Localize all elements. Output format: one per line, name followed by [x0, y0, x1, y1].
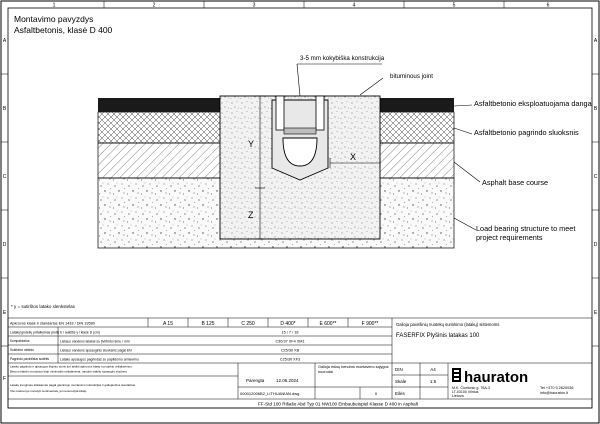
dim-y-label: Y	[248, 139, 255, 149]
issued-label: Parengta	[246, 378, 265, 383]
label-load-bearing-box	[476, 224, 592, 252]
col-label-2: 2	[152, 2, 156, 9]
product-caption: Galioja paviršinių nuotekų surinkimo (latakų) sistemoms	[396, 322, 500, 327]
label-base-layer: Asfaltbetonio pagrindo sluoksnis	[474, 128, 579, 137]
row-label-b: B	[2, 106, 7, 112]
label-asphalt-base: Asphalt base course	[482, 178, 549, 187]
slot-right-wall	[316, 96, 324, 130]
side-note-0: Kompaktorius	[10, 339, 30, 343]
slot-left-wall	[276, 96, 284, 130]
row-3-value: C25/30 XF3	[279, 357, 301, 362]
wearing-course-right	[380, 98, 454, 112]
row-label-a-right: A	[593, 38, 598, 44]
side-note-1: Sukibimo mišinio	[10, 348, 34, 352]
drawing-subtitle: Asfaltbetonis, klasė D 400	[14, 25, 113, 35]
note-3: Visi matmenys nurodyti centimetrais, jei nenurodyta kitaip.	[10, 389, 88, 393]
side-note-2: Pagrindo paviršiaus sudėtis	[10, 357, 49, 361]
meta-0-label: DIN	[395, 367, 403, 372]
table-head-label: Apkrovos klasė ir standartas EN 1433 / DIN 19580	[10, 321, 95, 326]
label-wear-layer: Asfaltbetonio eksploatuojama danga	[474, 99, 592, 108]
row-label-f: F	[2, 376, 7, 382]
row-3-label: Latako apsaugos pagrindas su papildomu armavimu	[60, 357, 139, 362]
address-2: LT-03100 Vilnius	[452, 390, 479, 394]
hauraton-logo	[452, 368, 461, 382]
note-1: Betono klasės nurodytos kaip minimalūs reikalavimai; naudoti stabilų apsauginį sluoksnį.	[10, 369, 128, 374]
drawing-number: 000012006B2_LITHUANIAN.dwg	[240, 391, 300, 396]
drawing-title: Montavimo pavyzdys	[14, 14, 94, 24]
address-3: Lietuva	[452, 394, 464, 398]
class-a15: A 15	[162, 320, 174, 327]
row-2-value: C25/30 XB	[280, 348, 300, 353]
row-label-e-right: E	[593, 310, 598, 316]
validity-box	[318, 365, 390, 385]
col-label-5: 5	[452, 2, 456, 9]
issued-date: 12.06.2024	[276, 378, 299, 383]
phone: Tel +370 5 2620036	[540, 386, 574, 390]
meta-0-value: A4	[430, 367, 436, 372]
email: info@hauraton.lt	[540, 391, 568, 395]
note-0: Latako pagrindo ir apsaugos klojinio storis turi atitikti apkrovos klasę ir projekto reikalavimus.	[10, 364, 133, 369]
label-bituminous-joint: bituminous joint	[390, 73, 433, 80]
meta-1-label: Skalė	[395, 379, 407, 384]
meta-1-value: 1:5	[429, 379, 437, 384]
label-wear-layer-box	[474, 99, 592, 127]
col-label-4: 4	[352, 2, 356, 9]
footer-caption: FF-Std 100 Rišašo Abd Typ 01 NW100 Einbaubeispiel Klasse D 400 in Asphalt	[258, 401, 419, 407]
validity-note: Galioja mūsų bendros montavimo sąlygos nuorodai	[318, 365, 389, 374]
row-0-value: 15 / 7 / 18	[281, 330, 299, 335]
row-label-c-right: C	[593, 174, 598, 180]
footnote: * y = sutirštos latako slenkstelas	[11, 304, 75, 309]
label-load-bearing: Load bearing structure to meet project requirements	[476, 224, 576, 242]
slot-grate	[284, 128, 316, 134]
row-label-b-right: B	[593, 106, 598, 112]
class-f900: F 900**	[361, 320, 379, 327]
revision: 0	[374, 391, 378, 396]
dim-x-label: X	[350, 152, 357, 162]
address-1: M.K. Čiurlionio g. 76A-3	[452, 386, 490, 390]
row-0-label: Latakų/grotelių pritaikymas plotis b / aukštis y / klasė D (cm)	[10, 330, 100, 335]
title-block-text	[10, 321, 573, 407]
brand-name: hauraton	[464, 369, 529, 386]
dim-z-label: Z	[248, 210, 254, 220]
note-2: Latakų įrengimas atliekamas pagal gamintojo montavimo instrukcijas ir galiojančius standartus.	[10, 383, 136, 387]
row-1-label: Lietaus vandens latakai su įtvirtintu rėmu / mm	[60, 339, 130, 344]
cross-section	[98, 64, 480, 248]
class-c250: C 250	[241, 320, 255, 327]
row-2-label: Lietaus vandens apsauginis sluoksnis pagal EN	[60, 348, 132, 353]
row-label-c: C	[2, 174, 7, 180]
row-label-e: E	[2, 310, 7, 316]
col-label-3: 3	[252, 2, 256, 9]
product-name: FASERFIX Plyšinis latakas 100	[396, 333, 480, 339]
label-joint-width: 3-5 mm kokybiška konstrukcija	[300, 55, 385, 62]
class-b125: B 125	[201, 320, 215, 327]
row-label-d: D	[2, 242, 7, 248]
wearing-course-left	[98, 98, 220, 112]
class-d400: D 400*	[280, 320, 296, 327]
row-label-d-right: D	[593, 242, 598, 248]
class-e600: E 600**	[319, 320, 337, 327]
row-label-a: A	[2, 38, 7, 44]
col-label-6: 6	[546, 2, 550, 9]
label-base-layer-box	[474, 128, 592, 156]
col-label-1: 1	[52, 2, 56, 9]
row-1-value: C30/37 XF4 XM1	[275, 339, 305, 344]
meta-2-label: Eilės	[395, 391, 405, 396]
